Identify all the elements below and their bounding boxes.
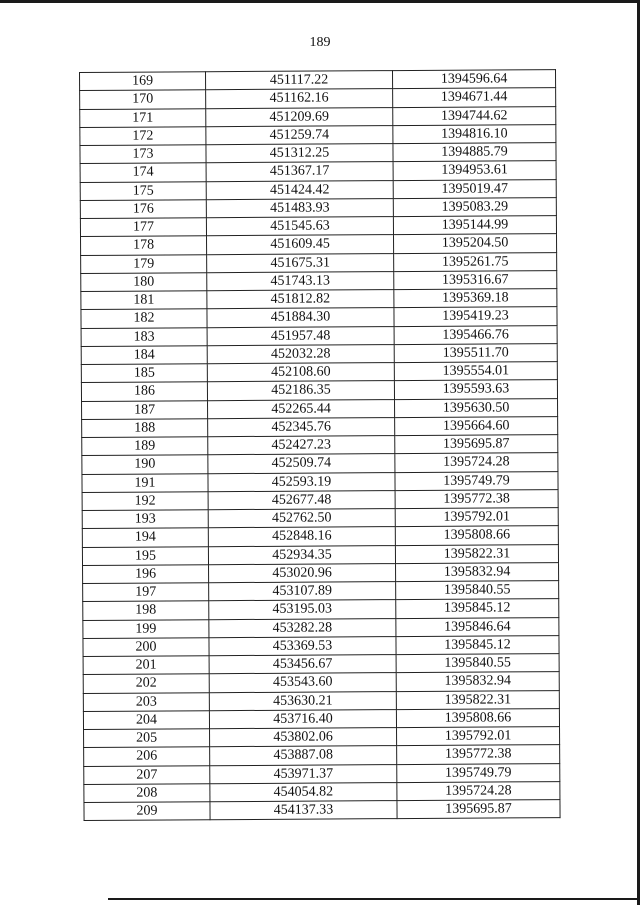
- x-coordinate-cell: 452848.16: [208, 527, 395, 546]
- y-coordinate-cell: 1395511.70: [394, 343, 557, 362]
- y-coordinate-cell: 1395724.28: [395, 453, 558, 472]
- table-row: [80, 124, 556, 145]
- x-coordinate-cell: 451545.63: [206, 217, 393, 236]
- x-coordinate-cell: 453630.21: [209, 691, 396, 710]
- point-number-cell: 194: [82, 528, 208, 547]
- y-coordinate-cell: 1395845.12: [396, 635, 559, 654]
- y-coordinate-cell: 1395749.79: [397, 763, 560, 782]
- x-coordinate-cell: 453802.06: [210, 728, 397, 747]
- y-coordinate-cell: 1395695.87: [395, 435, 558, 454]
- y-coordinate-cell: 1395792.01: [397, 727, 560, 746]
- x-coordinate-cell: 454137.33: [210, 801, 397, 820]
- table-row: [83, 562, 559, 583]
- point-number-cell: 184: [81, 345, 207, 364]
- point-number-cell: 198: [83, 601, 209, 620]
- point-number-cell: 196: [83, 564, 209, 583]
- y-coordinate-cell: 1395204.50: [394, 234, 557, 253]
- table-row: [82, 416, 558, 437]
- table-row: [83, 708, 559, 729]
- x-coordinate-cell: 452427.23: [208, 436, 395, 455]
- point-number-cell: 187: [82, 400, 208, 419]
- point-number-cell: 209: [84, 802, 210, 821]
- x-coordinate-cell: 452509.74: [208, 454, 395, 473]
- y-coordinate-cell: 1395840.55: [396, 581, 559, 600]
- point-number-cell: 186: [81, 382, 207, 401]
- point-number-cell: 178: [81, 236, 207, 255]
- coordinate-table-body: [80, 70, 561, 821]
- y-coordinate-cell: 1395554.01: [394, 362, 557, 381]
- point-number-cell: 169: [80, 72, 206, 91]
- table-row: [82, 544, 558, 565]
- table-row: [81, 307, 557, 328]
- table-row: [81, 270, 557, 291]
- table-row: [80, 88, 556, 109]
- table-row: [82, 508, 558, 529]
- x-coordinate-cell: 451209.69: [206, 107, 393, 126]
- x-coordinate-cell: 452677.48: [208, 490, 395, 509]
- point-number-cell: 206: [84, 747, 210, 766]
- x-coordinate-cell: 451312.25: [206, 144, 393, 163]
- x-coordinate-cell: 451675.31: [207, 253, 394, 272]
- x-coordinate-cell: 452265.44: [208, 399, 395, 418]
- x-coordinate-cell: 453716.40: [209, 709, 396, 728]
- table-row: [82, 471, 558, 492]
- x-coordinate-cell: 453456.67: [209, 655, 396, 674]
- table-row: [84, 800, 560, 821]
- x-coordinate-cell: 452345.76: [208, 417, 395, 436]
- point-number-cell: 204: [83, 710, 209, 729]
- y-coordinate-cell: 1395316.67: [394, 270, 557, 289]
- x-coordinate-cell: 451117.22: [206, 71, 393, 90]
- y-coordinate-cell: 1395593.63: [394, 380, 557, 399]
- point-number-cell: 202: [83, 674, 209, 693]
- y-coordinate-cell: 1395749.79: [395, 471, 558, 490]
- x-coordinate-cell: 454054.82: [210, 782, 397, 801]
- point-number-cell: 171: [80, 108, 206, 127]
- y-coordinate-cell: 1395083.29: [393, 197, 556, 216]
- point-number-cell: 197: [83, 583, 209, 602]
- table-row: [82, 526, 558, 547]
- table-row: [83, 581, 559, 602]
- y-coordinate-cell: 1394671.44: [393, 88, 556, 107]
- table-row: [80, 216, 556, 237]
- x-coordinate-cell: 453971.37: [210, 764, 397, 783]
- table-row: [82, 489, 558, 510]
- point-number-cell: 200: [83, 637, 209, 656]
- y-coordinate-cell: 1395724.28: [397, 781, 560, 800]
- table-row: [80, 143, 556, 164]
- point-number-cell: 176: [80, 199, 206, 218]
- table-row: [84, 745, 560, 766]
- table-row: [83, 672, 559, 693]
- point-number-cell: 173: [80, 145, 206, 164]
- table-row: [83, 617, 559, 638]
- x-coordinate-cell: 451743.13: [207, 271, 394, 290]
- point-number-cell: 192: [82, 491, 208, 510]
- x-coordinate-cell: 452108.60: [207, 363, 394, 382]
- x-coordinate-cell: 453369.53: [209, 636, 396, 655]
- x-coordinate-cell: 452032.28: [207, 344, 394, 363]
- y-coordinate-cell: 1394596.64: [392, 70, 555, 89]
- table-row: [80, 70, 556, 91]
- point-number-cell: 170: [80, 90, 206, 109]
- point-number-cell: 189: [82, 437, 208, 456]
- x-coordinate-cell: 453282.28: [209, 618, 396, 637]
- x-coordinate-cell: 451367.17: [206, 162, 393, 181]
- x-coordinate-cell: 451957.48: [207, 326, 394, 345]
- y-coordinate-cell: 1395840.55: [396, 654, 559, 673]
- x-coordinate-cell: 452934.35: [208, 545, 395, 564]
- table-row: [82, 453, 558, 474]
- y-coordinate-cell: 1395822.31: [396, 690, 559, 709]
- table-row: [84, 727, 560, 748]
- x-coordinate-cell: 451259.74: [206, 125, 393, 144]
- x-coordinate-cell: 452762.50: [208, 509, 395, 528]
- coordinate-table: [79, 69, 561, 821]
- point-number-cell: 183: [81, 327, 207, 346]
- table-row: [81, 325, 557, 346]
- table-row: [83, 599, 559, 620]
- x-coordinate-cell: 451812.82: [207, 290, 394, 309]
- point-number-cell: 195: [82, 546, 208, 565]
- y-coordinate-cell: 1395466.76: [394, 325, 557, 344]
- coordinate-table-container: [79, 72, 555, 821]
- point-number-cell: 191: [82, 473, 208, 492]
- point-number-cell: 181: [81, 291, 207, 310]
- y-coordinate-cell: 1395019.47: [393, 179, 556, 198]
- y-coordinate-cell: 1394885.79: [393, 143, 556, 162]
- y-coordinate-cell: 1395630.50: [395, 398, 558, 417]
- point-number-cell: 172: [80, 126, 206, 145]
- y-coordinate-cell: 1395772.38: [397, 745, 560, 764]
- point-number-cell: 208: [84, 783, 210, 802]
- table-row: [81, 252, 557, 273]
- point-number-cell: 201: [83, 656, 209, 675]
- point-number-cell: 182: [81, 309, 207, 328]
- x-coordinate-cell: 453887.08: [210, 746, 397, 765]
- y-coordinate-cell: 1395808.66: [396, 708, 559, 727]
- scan-edge-top: [0, 0, 640, 3]
- table-row: [82, 398, 558, 419]
- y-coordinate-cell: 1395822.31: [395, 544, 558, 563]
- y-coordinate-cell: 1395772.38: [395, 489, 558, 508]
- x-coordinate-cell: 452186.35: [207, 381, 394, 400]
- scan-edge-bottom: [108, 898, 640, 900]
- point-number-cell: 174: [80, 163, 206, 182]
- point-number-cell: 179: [81, 254, 207, 273]
- point-number-cell: 177: [80, 218, 206, 237]
- y-coordinate-cell: 1395808.66: [395, 526, 558, 545]
- table-row: [83, 654, 559, 675]
- point-number-cell: 207: [84, 765, 210, 784]
- x-coordinate-cell: 453107.89: [209, 582, 396, 601]
- x-coordinate-cell: 453543.60: [209, 673, 396, 692]
- table-row: [80, 161, 556, 182]
- y-coordinate-cell: 1394816.10: [393, 124, 556, 143]
- table-row: [81, 380, 557, 401]
- table-row: [84, 781, 560, 802]
- x-coordinate-cell: 453195.03: [209, 600, 396, 619]
- y-coordinate-cell: 1395792.01: [395, 508, 558, 527]
- point-number-cell: 185: [81, 364, 207, 383]
- y-coordinate-cell: 1395832.94: [396, 562, 559, 581]
- table-row: [83, 635, 559, 656]
- table-row: [80, 179, 556, 200]
- y-coordinate-cell: 1395419.23: [394, 307, 557, 326]
- x-coordinate-cell: 451424.42: [206, 180, 393, 199]
- x-coordinate-cell: 451483.93: [206, 198, 393, 217]
- y-coordinate-cell: 1395369.18: [394, 289, 557, 308]
- table-row: [80, 106, 556, 127]
- x-coordinate-cell: 451884.30: [207, 308, 394, 327]
- y-coordinate-cell: 1395695.87: [397, 800, 560, 819]
- table-row: [81, 343, 557, 364]
- y-coordinate-cell: 1395664.60: [395, 416, 558, 435]
- x-coordinate-cell: 452593.19: [208, 472, 395, 491]
- x-coordinate-cell: 451609.45: [207, 235, 394, 254]
- point-number-cell: 203: [83, 692, 209, 711]
- table-row: [84, 763, 560, 784]
- point-number-cell: 205: [84, 729, 210, 748]
- x-coordinate-cell: 451162.16: [206, 89, 393, 108]
- y-coordinate-cell: 1394744.62: [393, 106, 556, 125]
- point-number-cell: 199: [83, 619, 209, 638]
- y-coordinate-cell: 1394953.61: [393, 161, 556, 180]
- point-number-cell: 193: [82, 510, 208, 529]
- y-coordinate-cell: 1395261.75: [394, 252, 557, 271]
- point-number-cell: 180: [81, 272, 207, 291]
- table-row: [81, 234, 557, 255]
- x-coordinate-cell: 453020.96: [209, 563, 396, 582]
- table-row: [81, 362, 557, 383]
- y-coordinate-cell: 1395832.94: [396, 672, 559, 691]
- page-number: 189: [309, 35, 331, 50]
- point-number-cell: 175: [80, 181, 206, 200]
- table-row: [80, 197, 556, 218]
- point-number-cell: 190: [82, 455, 208, 474]
- y-coordinate-cell: 1395845.12: [396, 599, 559, 618]
- y-coordinate-cell: 1395144.99: [393, 216, 556, 235]
- table-row: [81, 289, 557, 310]
- y-coordinate-cell: 1395846.64: [396, 617, 559, 636]
- point-number-cell: 188: [82, 418, 208, 437]
- table-row: [83, 690, 559, 711]
- table-row: [82, 435, 558, 456]
